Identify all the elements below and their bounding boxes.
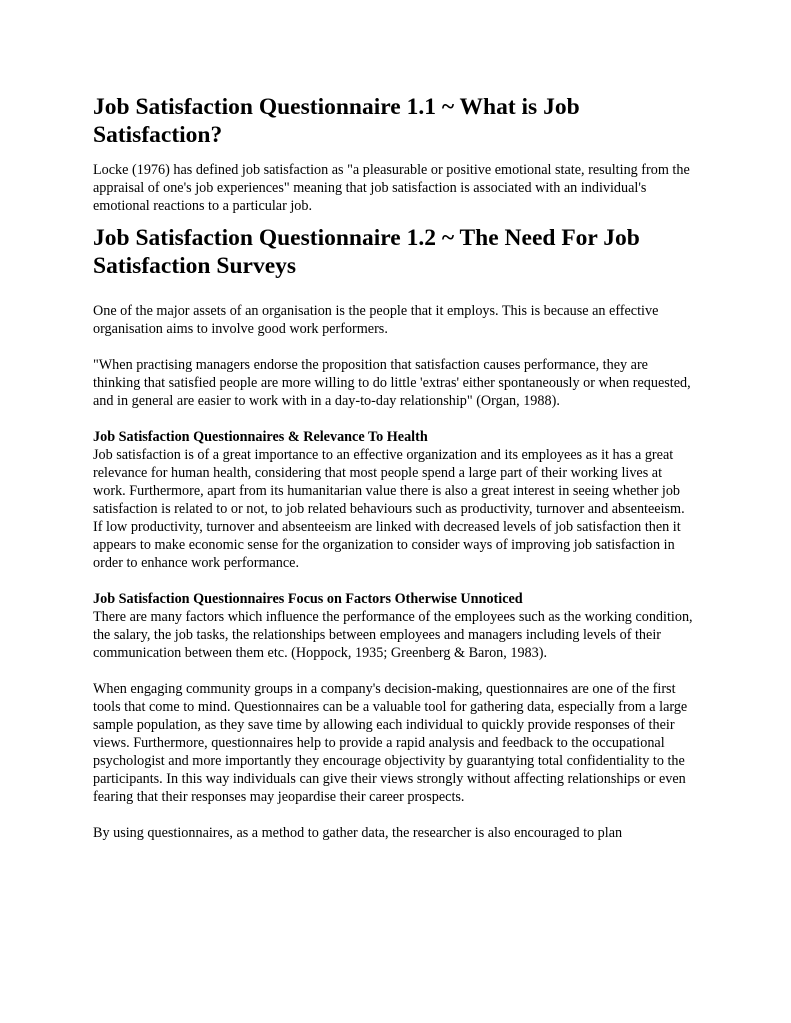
subheading-factors-unnoticed: Job Satisfaction Questionnaires Focus on Factors Otherwise Unnoticed — [93, 591, 523, 607]
paragraph-factors-unnoticed: There are many factors which influence the performance of the employees such as the working condition, the salary, the job tasks, the relationships between employees and managers including levels of their communication between them etc. (Hoppock, 1935; Greenberg & Baron, 1983). — [93, 609, 693, 661]
subheading-relevance-to-health: Job Satisfaction Questionnaires & Relevance To Health — [93, 429, 428, 445]
paragraph-relevance-to-health: Job satisfaction is of a great importance to an effective organization and its employees as it has a great relevance for human health, considering that most people spend a large part of their working lives at work. Furthermore, apart from its humanitarian value there is also a great interest in seeing whether job satisfaction is related to or not, to job related behaviours such as productivity, turnover and absenteeism. If low productivity, turnover and absenteeism are linked with decreased levels of job satisfaction then it appears to make economic sense for the organization to consider ways of improving job satisfaction in order to enhance work performance. — [93, 447, 685, 571]
paragraph-community-groups: When engaging community groups in a company's decision-making, questionnaires are one of the first tools that come to mind. Questionnaires can be a valuable tool for gathering data, especially from a large sample population, as they save time by allowing each individual to quickly provide responses of their views. Furthermore, questionnaires help to provide a rapid analysis and feedback to the occupational psychologist and more importantly they encourage objectivity by guarantying total confidentiality to the participants. In this way individuals can give their views strongly without affecting relationships or even fearing that their responses may jeopardise their career prospects. — [93, 681, 688, 805]
paragraph-plan: By using questionnaires, as a method to gather data, the researcher is also encouraged to plan — [93, 825, 623, 841]
paragraph-organ-quote: "When practising managers endorse the proposition that satisfaction causes performance, they are thinking that satisfied people are more willing to do little 'extras' either spontaneously or when requested, and in general are easier to work with in a day-to-day relationship" (Organ, 1988). — [93, 357, 691, 409]
subsection-factors-unnoticed — [93, 590, 697, 662]
subsection-relevance-to-health — [93, 428, 697, 572]
section-heading-1-1: Job Satisfaction Questionnaire 1.1 ~ What is Job Satisfaction? — [93, 94, 580, 148]
document-page — [93, 93, 697, 842]
paragraph-locke-definition: Locke (1976) has defined job satisfaction as "a pleasurable or positive emotional state, resulting from the appraisal of one's job experiences" meaning that job satisfaction is associated with an individual's emotional reactions to a particular job. — [93, 162, 690, 214]
paragraph-organisation-assets: One of the major assets of an organisation is the people that it employs. This is because an effective organisation aims to involve good work performers. — [93, 303, 659, 337]
section-heading-1-2: Job Satisfaction Questionnaire 1.2 ~ The Need For Job Satisfaction Surveys — [93, 225, 640, 279]
